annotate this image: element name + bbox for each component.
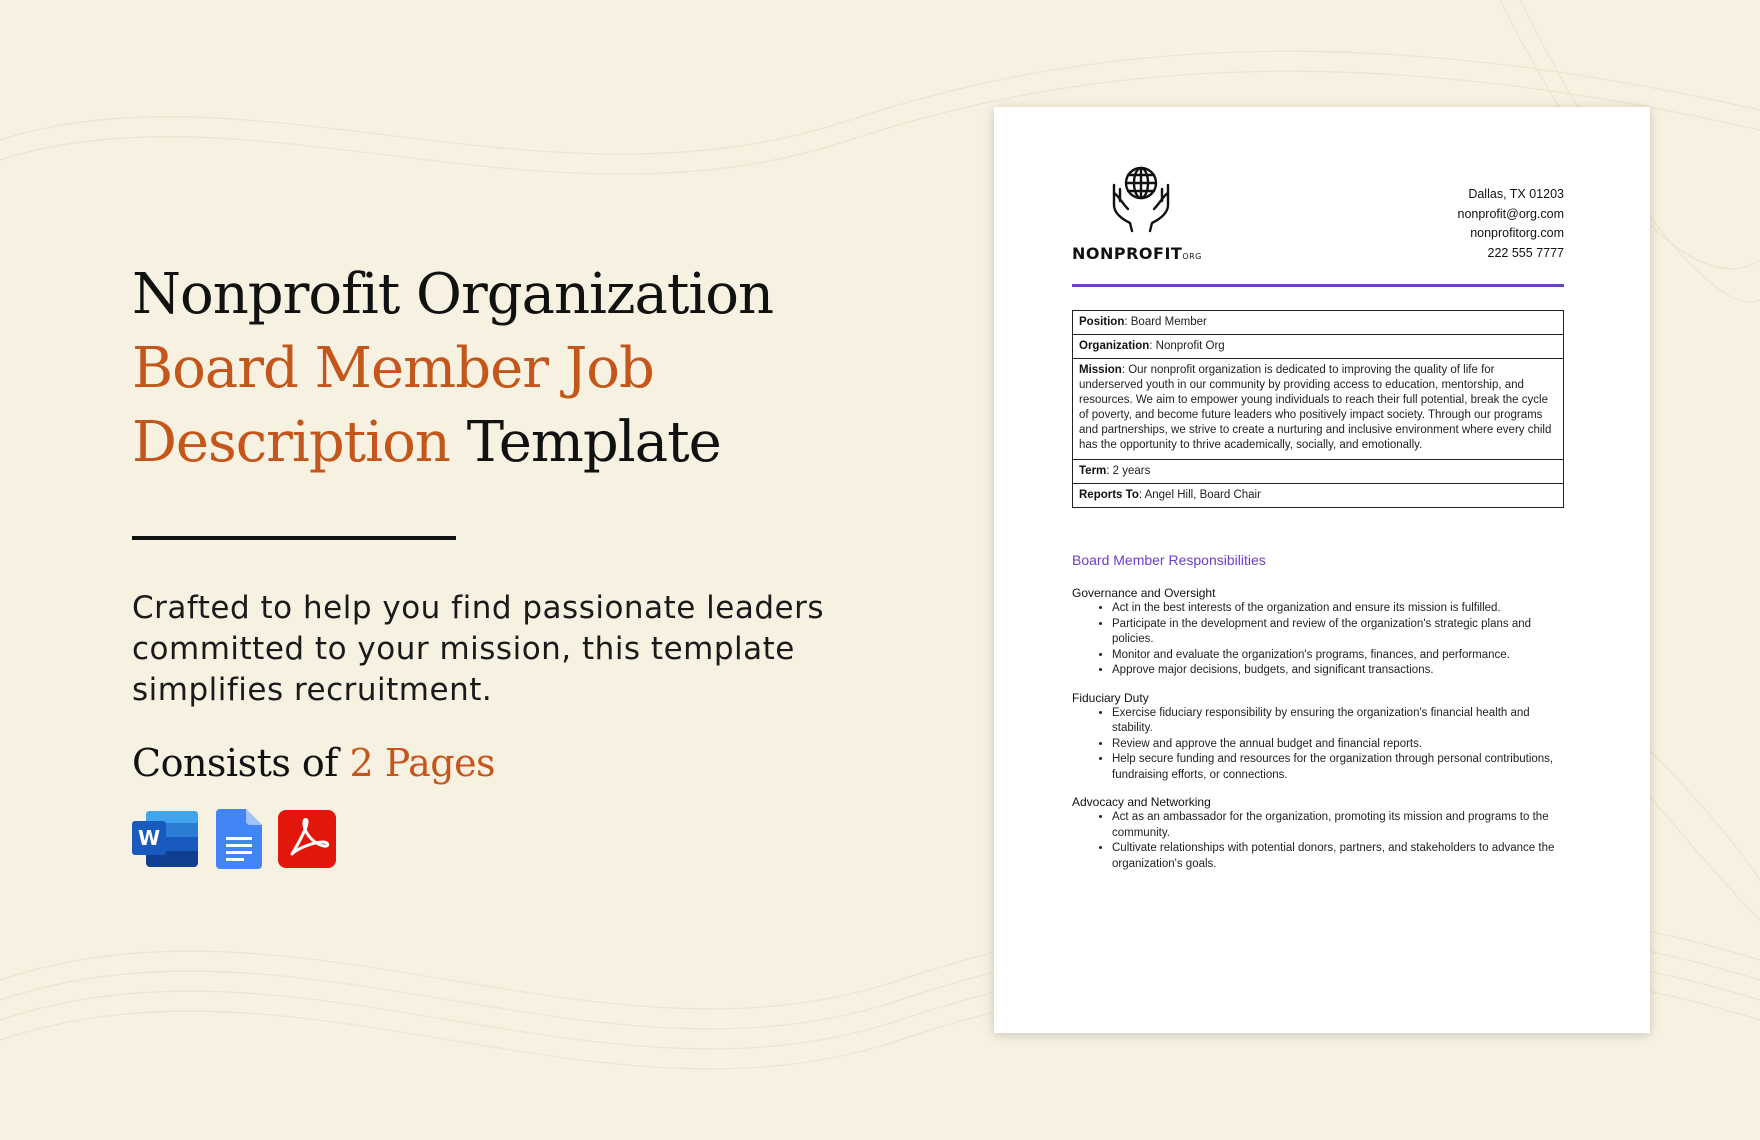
word-icon[interactable] <box>132 809 200 869</box>
info-row-organization <box>1073 335 1563 359</box>
hero-title-accent: Board Member Job Description <box>132 336 654 475</box>
position-value: : Board Member <box>1124 316 1207 328</box>
list-item: • Monitor and evaluate the organization's programs, finances, and performance. <box>1112 648 1564 664</box>
page-count-value: 2 Pages <box>349 741 496 785</box>
logo-wordmark <box>1072 244 1202 263</box>
logo-name: NONPROFIT <box>1072 244 1183 263</box>
hero-title <box>132 258 832 480</box>
hero-section <box>132 258 832 869</box>
section-heading: Advocacy and Networking <box>1072 795 1211 809</box>
pdf-icon[interactable] <box>278 810 336 868</box>
page-count-prefix: Consists of <box>132 741 338 785</box>
page-count <box>132 741 832 785</box>
info-row-reports-to <box>1073 484 1563 507</box>
list-item: • Review and approve the annual budget and financial reports. <box>1112 737 1564 753</box>
list-item: • Help secure funding and resources for the organization through personal contributions, fundraising efforts, or connections. <box>1112 752 1564 783</box>
list-item: • Approve major decisions, budgets, and significant transactions. <box>1112 663 1564 679</box>
svg-text:W: W <box>137 826 161 850</box>
contact-website: nonprofitorg.com <box>1470 226 1564 240</box>
google-docs-icon[interactable] <box>216 809 262 869</box>
section-list <box>1072 706 1564 784</box>
responsibilities-body <box>1072 586 1564 884</box>
list-item: • Cultivate relationships with potential donors, partners, and stakeholders to advance the organization's goals. <box>1112 841 1564 872</box>
contact-info <box>1458 185 1565 263</box>
mission-label: Mission <box>1079 364 1122 376</box>
list-item: • Act in the best interests of the organization and ensure its mission is fulfilled. <box>1112 601 1564 617</box>
document-preview <box>994 107 1650 1033</box>
mission-value: : Our nonprofit organization is dedicated to improving the quality of life for underserved youth in our community by providing access to education, mentorship, and resources. We aim to empower young individuals to reach their full potential, break the cycle of poverty, and become future leaders who positively impact society. Through our programs and partnerships, we strive to create a nurturing and inclusive environment where every child has the opportunity to thrive academically, socially, and emotionally. <box>1079 364 1552 451</box>
hero-title-end: Template <box>466 410 721 475</box>
section-list <box>1072 601 1564 679</box>
section-heading: Fiduciary Duty <box>1072 690 1149 705</box>
list-item: • Participate in the development and review of the organization's strategic plans and policies. <box>1112 617 1564 648</box>
info-row-term <box>1073 460 1563 484</box>
organization-label: Organization <box>1079 340 1150 352</box>
reports-label: Reports To <box>1079 489 1139 501</box>
contact-address: Dallas, TX 01203 <box>1468 187 1564 201</box>
responsibilities-title: Board Member Responsibilities <box>1072 552 1266 568</box>
section-advocacy <box>1072 795 1564 872</box>
term-value: : 2 years <box>1106 465 1151 477</box>
header-divider <box>1072 284 1564 287</box>
info-table <box>1072 310 1564 508</box>
section-fiduciary <box>1072 691 1564 784</box>
hero-description: Crafted to help you find passionate leaders committed to your mission, this template simplifies recruitment. <box>132 590 824 708</box>
info-row-position <box>1073 311 1563 335</box>
term-label: Term <box>1079 465 1107 477</box>
section-heading: Governance and Oversight <box>1072 586 1216 600</box>
logo-suffix: ORG <box>1182 252 1202 261</box>
list-item: • Exercise fiduciary responsibility by ensuring the organization's financial health and stability. <box>1112 706 1564 737</box>
contact-email: nonprofit@org.com <box>1457 206 1564 221</box>
list-item: • Act as an ambassador for the organization, promoting its mission and programs to the community. <box>1112 810 1564 841</box>
hero-divider <box>132 536 456 540</box>
section-governance <box>1072 586 1564 679</box>
contact-phone: 222 555 7777 <box>1487 245 1564 260</box>
position-label: Position <box>1079 316 1125 328</box>
format-icons <box>132 809 832 869</box>
globe-hands-icon <box>1108 165 1174 235</box>
hero-title-line1: Nonprofit Organization <box>132 262 774 327</box>
section-list <box>1072 810 1564 872</box>
info-row-mission <box>1073 359 1563 460</box>
reports-value: : Angel Hill, Board Chair <box>1138 489 1261 501</box>
organization-value: : Nonprofit Org <box>1149 340 1225 352</box>
